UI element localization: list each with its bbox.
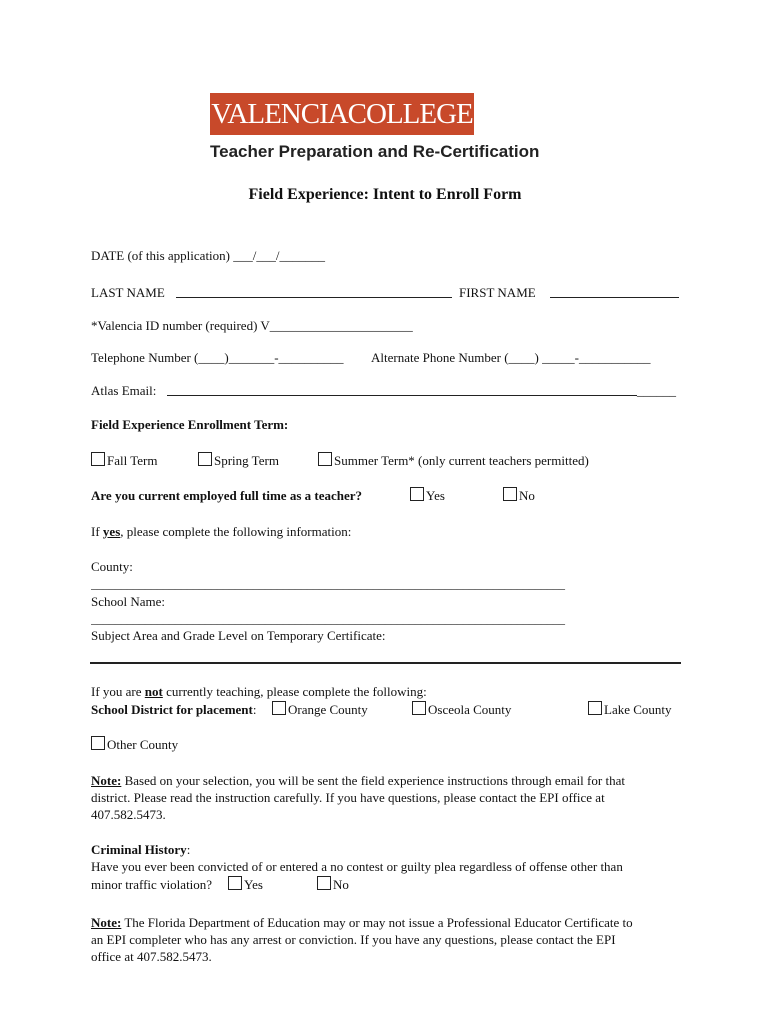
employed-yes-checkbox[interactable] <box>410 487 424 501</box>
other-county-label: Other County <box>107 737 179 752</box>
district-colon: : <box>252 702 257 717</box>
term-option-fall[interactable] <box>91 452 157 469</box>
criminal-yes-label: Yes <box>244 877 263 892</box>
employed-no-checkbox[interactable] <box>503 487 517 501</box>
criminal-question: Have you ever been convicted of or entered a no contest or guilty plea regardless of offense other than <box>91 859 623 874</box>
criminal-no-checkbox[interactable] <box>317 876 331 890</box>
telephone-field[interactable]: Telephone Number (____)_______-__________ <box>91 350 344 365</box>
atlas-email-field[interactable] <box>167 395 637 396</box>
fall-term-checkbox[interactable] <box>91 452 105 466</box>
alternate-phone-field[interactable]: Alternate Phone Number (____) _____-___________ <box>371 350 651 365</box>
note-line: Based on your selection, you will be sent the field experience instructions through email for that <box>121 773 625 788</box>
if-yes-prefix: If <box>91 524 103 539</box>
note-line: district. Please read the instruction carefully. If you have questions, please contact the EPI office at <box>91 790 605 805</box>
first-name-label: FIRST NAME <box>459 285 536 300</box>
not-teaching-suffix: currently teaching, please complete the following: <box>162 684 427 699</box>
first-name-field[interactable] <box>550 297 679 298</box>
department-tagline: Teacher Preparation and Re-Certification <box>210 142 540 161</box>
orange-county-label: Orange County <box>288 702 368 717</box>
date-field[interactable]: DATE (of this application) ___/___/_______ <box>91 248 325 263</box>
district-label-text: School District for placement <box>91 702 253 717</box>
criminal-yes-option[interactable] <box>228 876 263 893</box>
certificate-note <box>91 914 633 931</box>
summer-term-label: Summer Term* (only current teachers permitted) <box>334 453 589 468</box>
criminal-yes-checkbox[interactable] <box>228 876 242 890</box>
school-district-label <box>91 701 257 718</box>
employed-question: Are you current employed full time as a teacher? <box>91 488 363 503</box>
atlas-email-tail: ______ <box>637 383 676 398</box>
term-option-spring[interactable] <box>198 452 279 469</box>
employed-yes-label: Yes <box>426 488 445 503</box>
if-yes-emphasis: yes <box>102 524 121 539</box>
form-title: Field Experience: Intent to Enroll Form <box>248 186 522 203</box>
orange-county-checkbox[interactable] <box>272 701 286 715</box>
not-teaching-prefix: If you are <box>91 684 145 699</box>
note-instructions <box>91 772 625 789</box>
fall-term-label: Fall Term <box>107 453 158 468</box>
criminal-no-option[interactable] <box>317 876 349 893</box>
note-line: The Florida Department of Education may or may not issue a Professional Educator Certificate to <box>121 915 633 930</box>
school-name-field[interactable]: _______________________________________________________________________________ <box>91 612 565 626</box>
osceola-county-checkbox[interactable] <box>412 701 426 715</box>
criminal-question-end: minor traffic violation? <box>91 877 213 892</box>
district-option-lake[interactable] <box>588 701 672 718</box>
criminal-colon: : <box>186 842 191 857</box>
criminal-no-label: No <box>333 877 349 892</box>
employed-no-option[interactable] <box>503 487 535 504</box>
criminal-heading-text: Criminal History <box>91 842 187 857</box>
logo-text: VALENCIACOLLEGE <box>211 97 473 130</box>
last-name-field[interactable] <box>176 297 452 298</box>
note-line: 407.582.5473. <box>91 807 166 822</box>
employed-yes-option[interactable] <box>410 487 445 504</box>
not-teaching-emphasis: not <box>144 684 163 699</box>
lake-county-checkbox[interactable] <box>588 701 602 715</box>
osceola-county-label: Osceola County <box>428 702 512 717</box>
section-divider <box>90 662 681 664</box>
spring-term-label: Spring Term <box>214 453 279 468</box>
district-option-osceola[interactable] <box>412 701 511 718</box>
enrollment-term-heading: Field Experience Enrollment Term: <box>91 417 289 432</box>
spring-term-checkbox[interactable] <box>198 452 212 466</box>
atlas-email-label: Atlas Email: <box>91 383 157 398</box>
county-field[interactable]: _______________________________________________________________________________ <box>91 577 565 591</box>
note-line: office at 407.582.5473. <box>91 949 212 964</box>
school-name-label: School Name: <box>91 594 166 609</box>
other-county-checkbox[interactable] <box>91 736 105 750</box>
note-line: an EPI completer who has any arrest or conviction. If you have any questions, please contact the EPI <box>91 932 616 947</box>
not-teaching-instruction <box>91 683 427 700</box>
criminal-history-heading <box>91 841 190 858</box>
lake-county-label: Lake County <box>604 702 672 717</box>
term-option-summer[interactable] <box>318 452 589 469</box>
county-label: County: <box>91 559 133 574</box>
subject-area-label: Subject Area and Grade Level on Temporary Certificate: <box>91 628 386 643</box>
note-label: Note: <box>91 915 122 930</box>
if-yes-suffix: , please complete the following information: <box>120 524 352 539</box>
last-name-label: LAST NAME <box>91 285 165 300</box>
employed-no-label: No <box>519 488 535 503</box>
valencia-id-field[interactable]: *Valencia ID number (required) V______________________ <box>91 318 413 333</box>
if-yes-instruction <box>91 523 351 540</box>
college-logo <box>210 93 474 135</box>
summer-term-checkbox[interactable] <box>318 452 332 466</box>
note-label: Note: <box>91 773 122 788</box>
district-option-other[interactable] <box>91 736 178 753</box>
district-option-orange[interactable] <box>272 701 368 718</box>
